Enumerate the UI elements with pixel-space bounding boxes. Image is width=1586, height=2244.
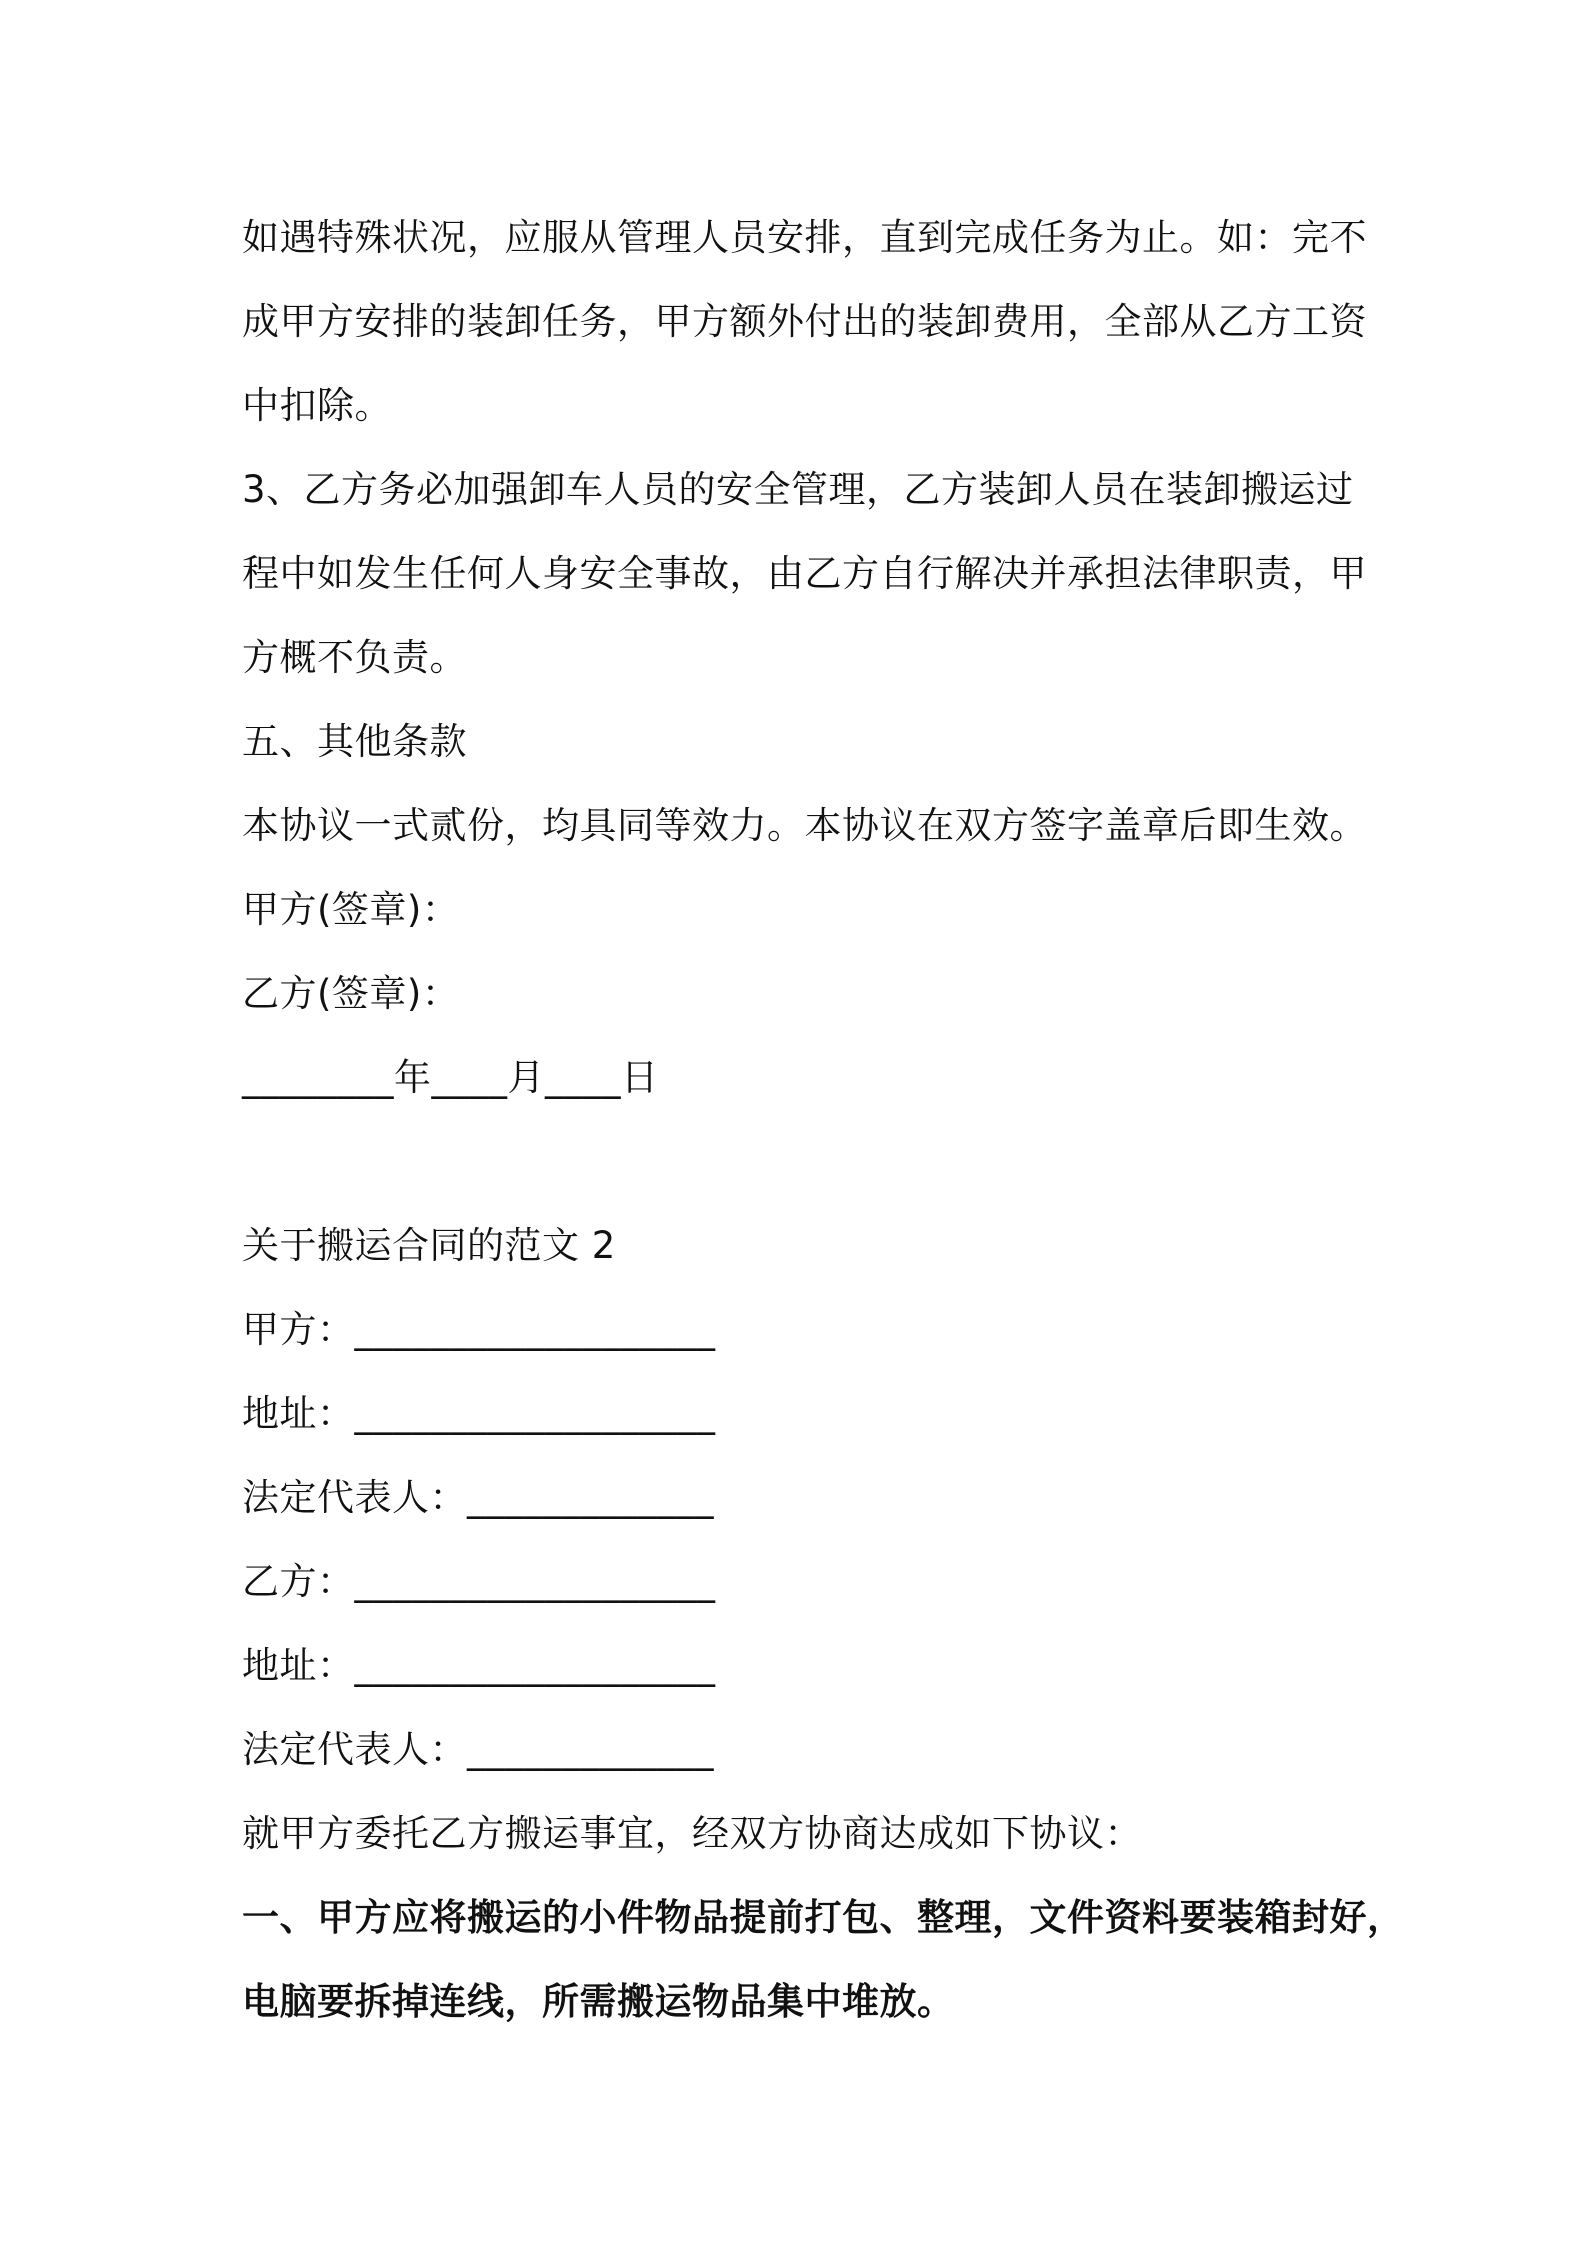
party-a-representative-field: 法定代表人：_____________ — [242, 1476, 714, 1519]
validity-statement: 本协议一式贰份，均具同等效力。本协议在双方签字盖章后即生效。 — [242, 804, 1367, 847]
clause-3-line: 方概不负责。 — [242, 636, 467, 679]
date-line: ________年____月____日 — [242, 1056, 659, 1099]
section-spacer — [242, 1120, 1362, 1204]
party-b-address-field: 地址：___________________ — [242, 1644, 716, 1687]
paragraph-line: 如遇特殊状况，应服从管理人员安排，直到完成任务为止。如：完不 — [242, 216, 1367, 259]
section-heading-other-terms: 五、其他条款 — [242, 720, 467, 763]
clause-3-line: 3、乙方务必加强卸车人员的安全管理，乙方装卸人员在装卸搬运过 — [242, 468, 1354, 511]
clause-1-line: 一、甲方应将搬运的小件物品提前打包、整理，文件资料要装箱封好， — [242, 1896, 1405, 1939]
paragraph-line: 成甲方安排的装卸任务，甲方额外付出的装卸费用，全部从乙方工资 — [242, 300, 1367, 343]
party-b-representative-field: 法定代表人：_____________ — [242, 1728, 714, 1771]
party-b-name-field: 乙方：___________________ — [242, 1560, 716, 1603]
section-2-title: 关于搬运合同的范文 2 — [242, 1224, 616, 1267]
clause-3-line: 程中如发生任何人身安全事故，由乙方自行解决并承担法律职责，甲 — [242, 552, 1367, 595]
document-body — [242, 196, 1405, 2044]
agreement-intro: 就甲方委托乙方搬运事宜，经双方协商达成如下协议： — [242, 1812, 1142, 1855]
party-a-address-field: 地址：___________________ — [242, 1392, 716, 1435]
paragraph-line: 中扣除。 — [242, 384, 392, 427]
party-a-signature-label: 甲方(签章)： — [242, 888, 460, 931]
party-b-signature-label: 乙方(签章)： — [242, 972, 460, 1015]
clause-1-line: 电脑要拆掉连线，所需搬运物品集中堆放。 — [242, 1980, 955, 2023]
party-a-name-field: 甲方：___________________ — [242, 1308, 716, 1351]
